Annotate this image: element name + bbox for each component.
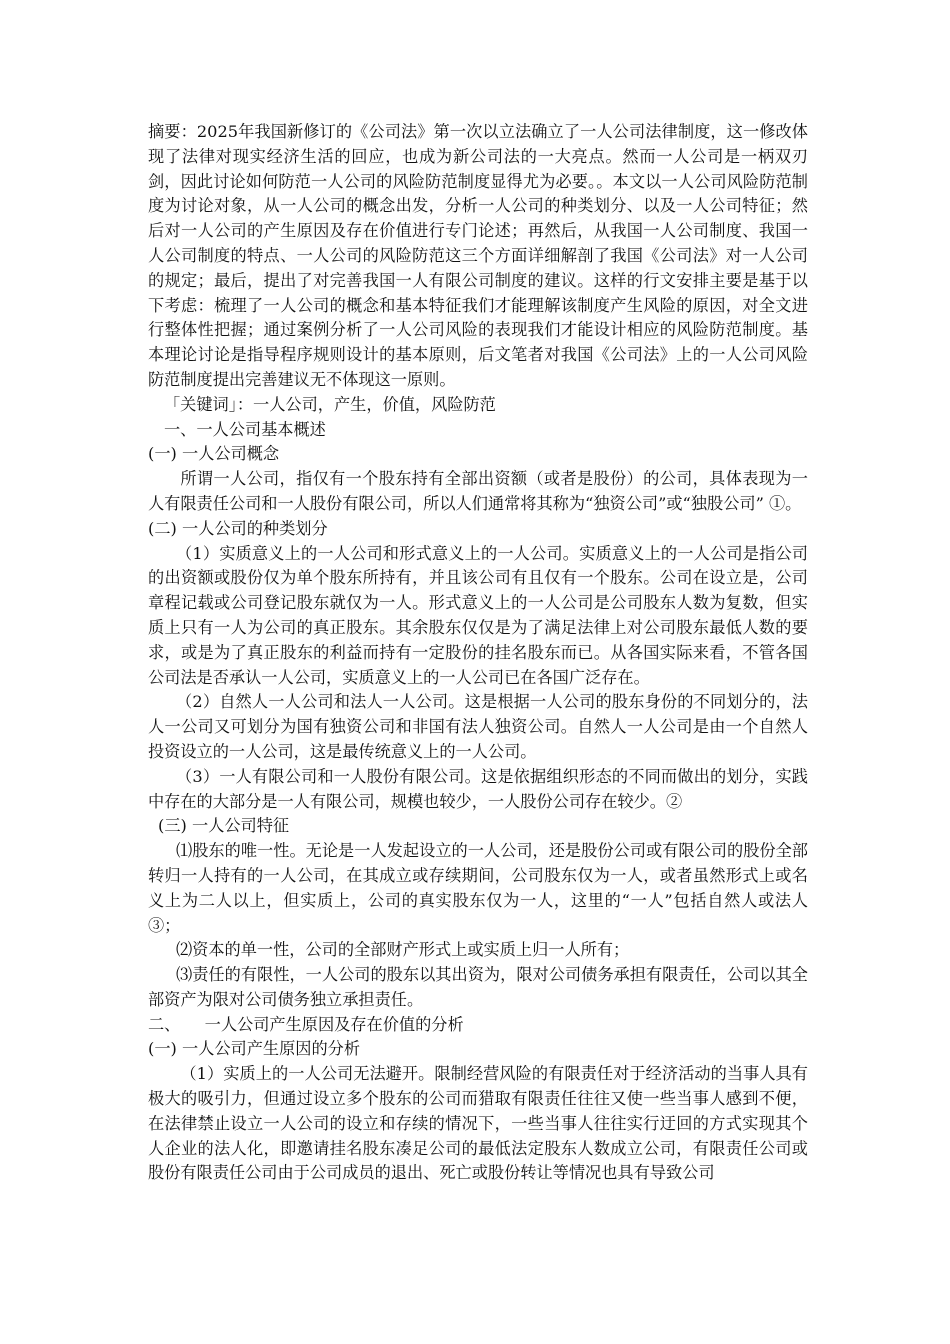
section-1-3-paragraph-1: ⑴股东的唯一性。无论是一人发起设立的一人公司，还是股份公司或有限公司的股份全部转归一人持有的一人公司，在其成立或存续期间，公司股东仅为一人，或者虽然形式上或名义上为二人以上，但实质上，公司的真实股东仅为一人，这里的“一人”包括自然人或法人③；: [148, 841, 808, 935]
abstract-paragraph: 摘要：2025年我国新修订的《公司法》第一次以立法确立了一人公司法律制度，这一修改体现了法律对现实经济生活的回应，也成为新公司法的一大亮点。然而一人公司是一柄双刃剑，因此讨论如何防范一人公司的风险防范制度显得尤为必要。。本文以一人公司风险防范制度为讨论对象，从一人公司的概念出发，分析一人公司的种类划分、以及一人公司特征；然后对一人公司的产生原因及存在价值进行专门论述；再然后，从我国一人公司制度、我国一人公司制度的特点、一人公司的风险防范这三个方面详细解剖了我国《公司法》对一人公司的规定；最后，提出了对完善我国一人有限公司制度的建议。这样的行文安排主要是基于以下考虑：梳理了一人公司的概念和基本特征我们才能理解该制度产生风险的原因，对全文进行整体性把握；通过案例分析了一人公司风险的表现我们才能设计相应的风险防范制度。基本理论讨论是指导程序规则设计的基本原则，后文笔者对我国《公司法》上的一人公司风险防范制度提出完善建议无不体现这一原则。: [148, 122, 808, 389]
section-1-2-heading: (二) 一人公司的种类划分: [148, 518, 328, 538]
section-1-2-paragraph-3: （3）一人有限公司和一人股份有限公司。这是依据组织形态的不同而做出的划分，实践中存在的大部分是一人有限公司，规模也较少，一人股份公司存在较少。②: [148, 766, 808, 811]
section-1-1-heading: (一) 一人公司概念: [148, 444, 280, 464]
section-1-3-heading: (三) 一人公司特征: [158, 816, 290, 836]
section-2-1-paragraph: （1）实质上的一人公司无法避开。限制经营风险的有限责任对于经济活动的当事人具有极大的吸引力，但通过设立多个股东的公司而猎取有限责任往往又使一些当事人感到不便，在法律禁止设立一人公司的设立和存续的情况下，一些当事人往往实行迂回的方式实现其个人企业的法人化，即邀请挂名股东凑足公司的最低法定股东人数成立公司，有限责任公司或股份有限责任公司由于公司成员的退出、死亡或股份转让等情况也具有导致公司: [148, 1064, 808, 1183]
section-2-1-heading: (一) 一人公司产生原因的分析: [148, 1039, 361, 1059]
section-1-1-paragraph: 所谓一人公司，指仅有一个股东持有全部出资额（或者是股份）的公司，具体表现为一人有限责任公司和一人股份有限公司，所以人们通常将其称为“独资公司”或“独股公司” ①。: [148, 469, 808, 513]
keywords-line: 「关键词」：一人公司，产生，价值，风险防范: [164, 394, 496, 414]
section-2-heading: 二、 一人公司产生原因及存在价值的分析: [148, 1014, 464, 1034]
section-1-2-paragraph-1: （1）实质意义上的一人公司和形式意义上的一人公司。实质意义上的一人公司是指公司的出资额或股份仅为单个股东所持有，并且该公司有且仅有一个股东。公司在设立是，公司章程记载或公司登记股东就仅为一人。形式意义上的一人公司是公司股东人数为复数，但实质上只有一人为公司的真正股东。其余股东仅仅是为了满足法律上对公司股东最低人数的要求，或是为了真正股东的利益而持有一定股份的挂名股东而已。从各国实际来看，不管各国公司法是否承认一人公司，实质意义上的一人公司已在各国广泛存在。: [148, 543, 808, 687]
section-1-2-paragraph-2: （2）自然人一人公司和法人一人公司。这是根据一人公司的股东身份的不同划分的，法人一公司又可划分为国有独资公司和非国有法人独资公司。自然人一人公司是由一个自然人投资设立的一人公司，这是最传统意义上的一人公司。: [148, 692, 808, 761]
section-1-3-paragraph-2: ⑵资本的单一性，公司的全部财产形式上或实质上归一人所有；: [176, 940, 630, 960]
section-1-heading: 一、一人公司基本概述: [164, 419, 326, 439]
section-1-3-paragraph-3: ⑶责任的有限性，一人公司的股东以其出资为，限对公司债务承担有限责任，公司以其全部资产为限对公司债务独立承担责任。: [148, 965, 808, 1009]
document-page: [148, 120, 808, 1186]
